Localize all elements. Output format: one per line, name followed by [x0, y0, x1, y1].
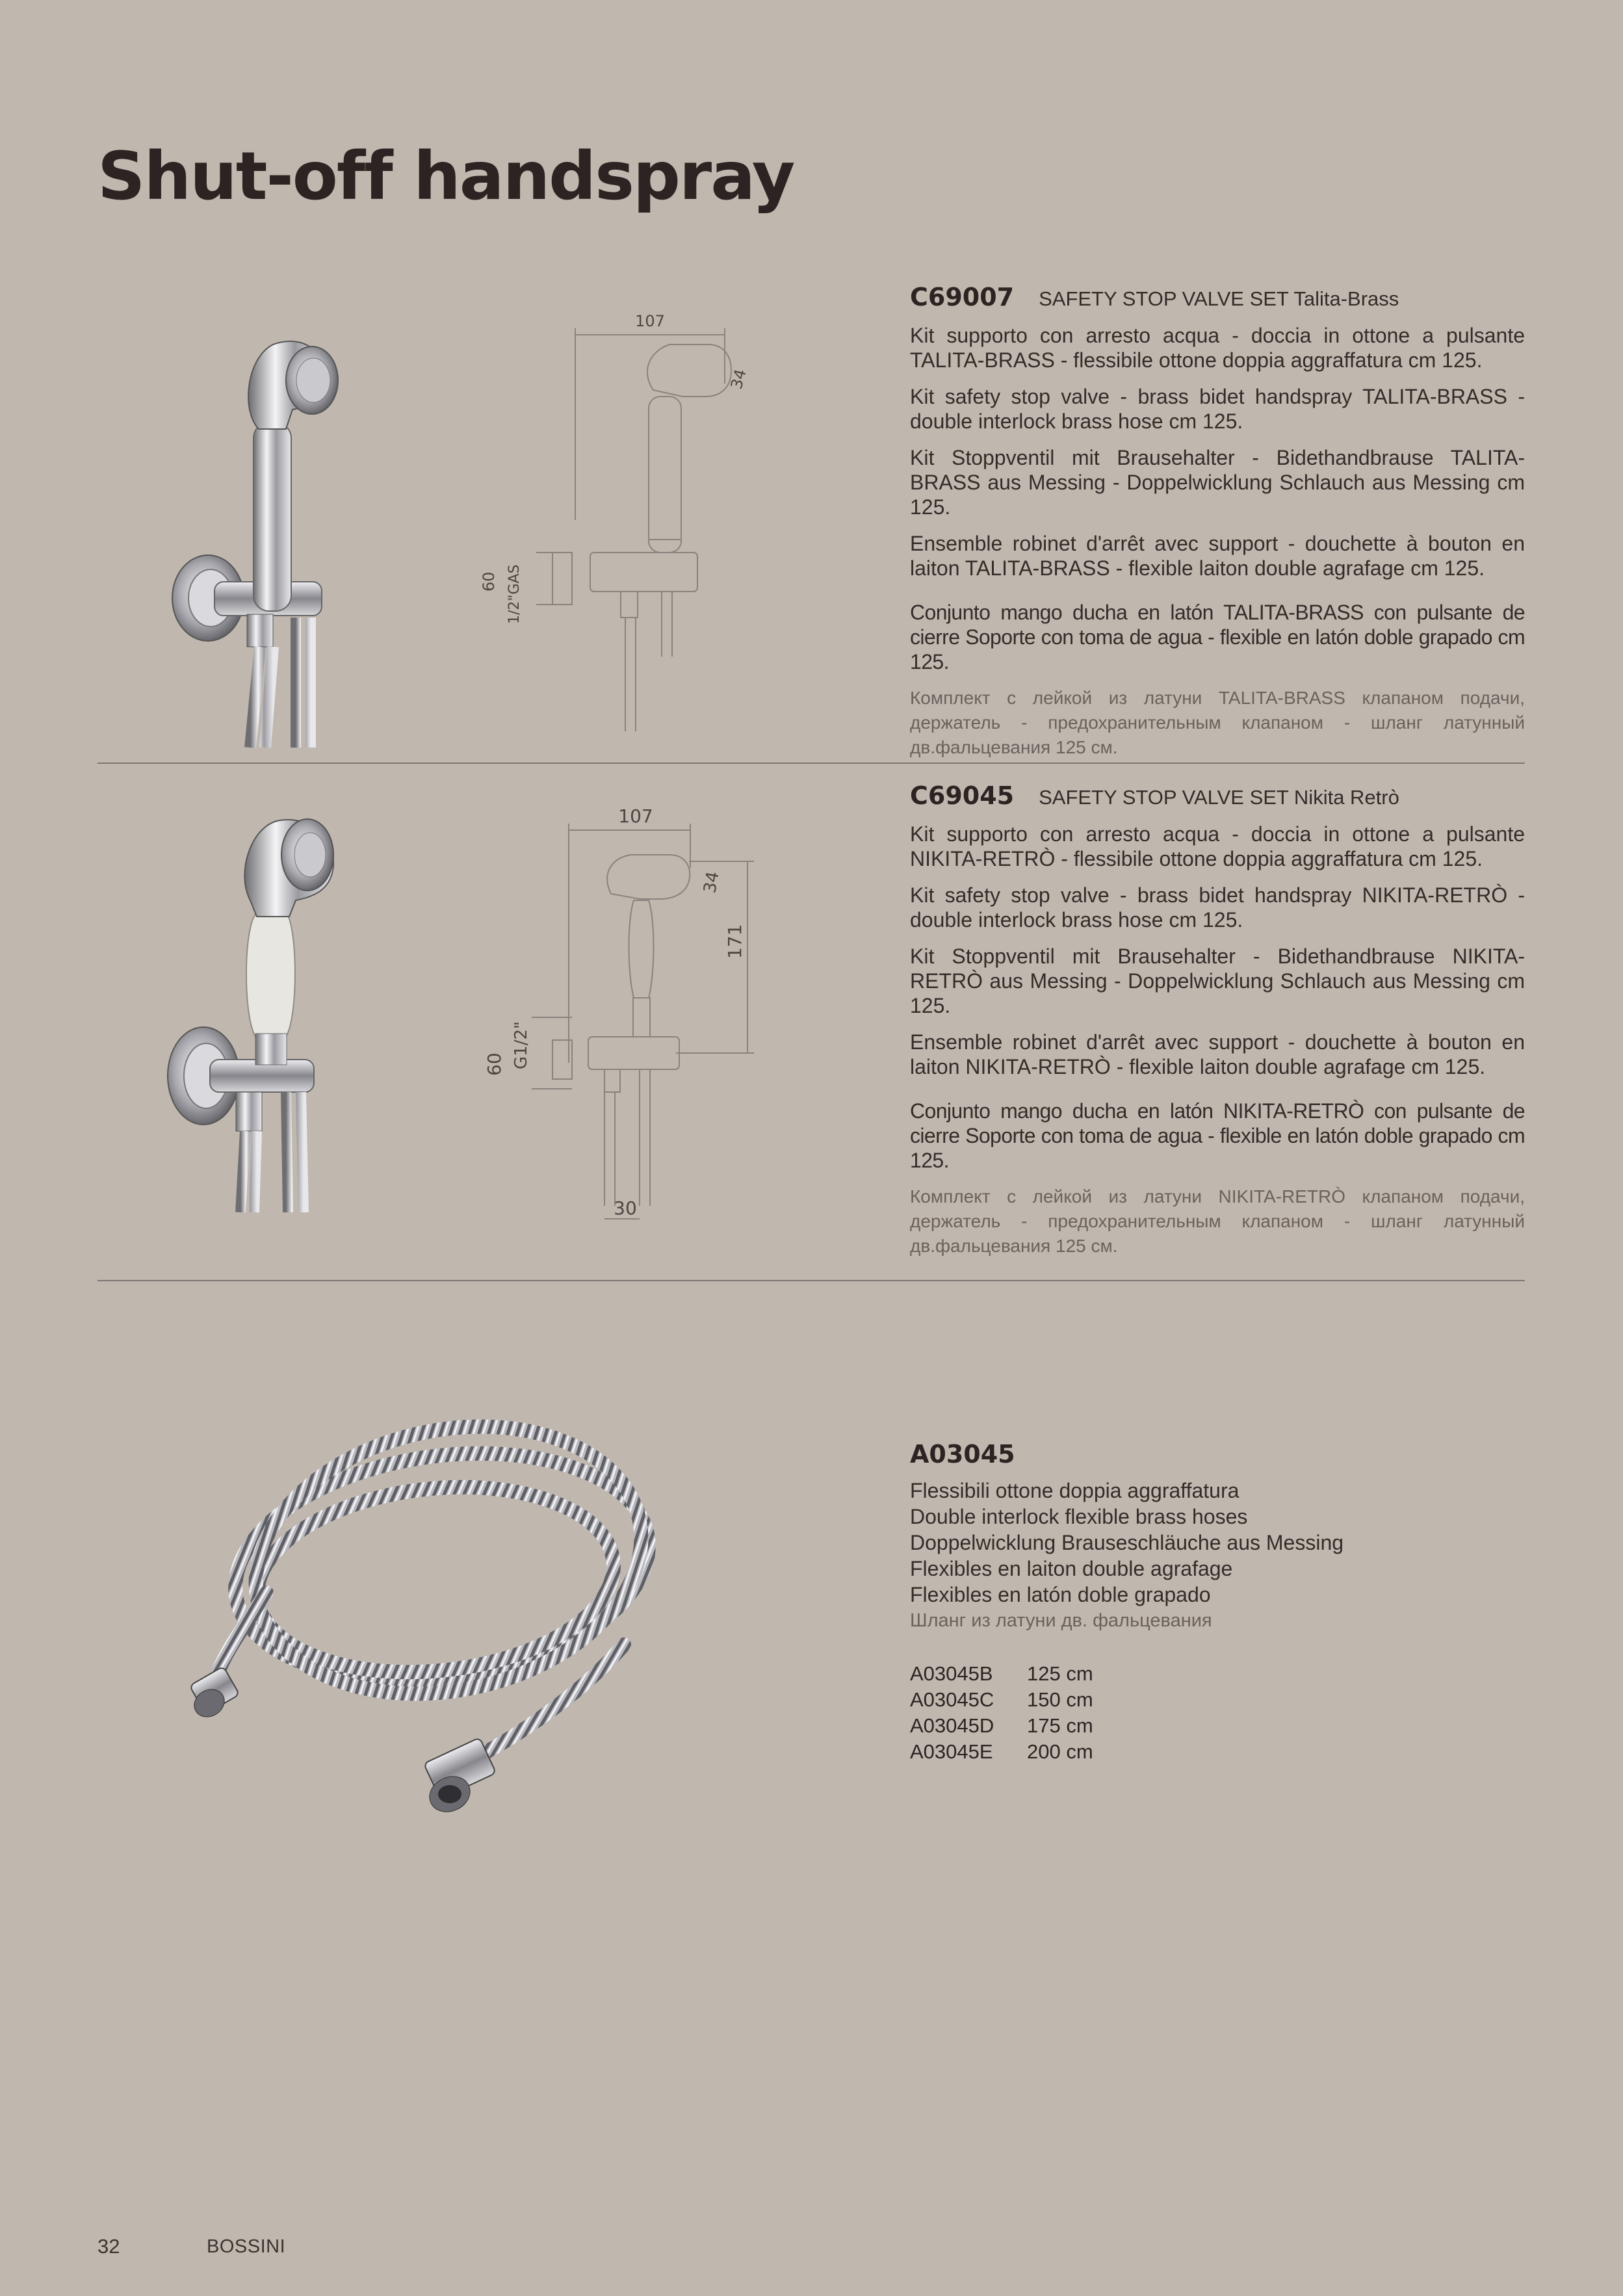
product-title: SAFETY STOP VALVE SET Talita-Brass — [1039, 287, 1399, 310]
variant-code: A03045C — [910, 1688, 994, 1711]
dim-diameter-label: 34 — [727, 367, 750, 391]
description-it: Kit supporto con arresto acqua - doccia in ottone a pulsante NIKITA-RETRÒ - flessibile ottone doppia aggraffatura cm 125. — [910, 822, 1525, 870]
variant-code: A03045D — [910, 1714, 994, 1737]
description-de: Kit Stoppventil mit Brausehalter - Bidethandbrause NIKITA-RETRÒ aus Messing - Doppelwicklung Schlauch aus Messing cm 125. — [910, 945, 1525, 1017]
dim-diameter-label: 34 — [700, 870, 723, 895]
product-code: C69045 — [910, 781, 1015, 810]
dim-thread-label: 1/2"GAS — [506, 564, 523, 624]
description-ru: Комплект с лейкой из латуни NIKITA-RETRÒ клапаном подачи, держатель - предохранительным клапаном - шланг латунный дв.фальцевания 125 см. — [910, 1186, 1525, 1256]
page-number: 32 — [97, 2235, 120, 2258]
section-divider — [97, 1280, 1525, 1281]
description-it: Kit supporto con arresto acqua - doccia in ottone a pulsante TALITA-BRASS - flessibile ottone doppia aggraffatura cm 125. — [910, 324, 1525, 372]
description-en: Kit safety stop valve - brass bidet handspray TALITA-BRASS - double interlock brass hose cm 125. — [910, 385, 1525, 433]
variant-row — [910, 1739, 1093, 1765]
technical-drawing-c69045 — [474, 803, 767, 1232]
brand-name: BOSSINI — [207, 2236, 286, 2257]
product-photo-a03045-hose — [182, 1398, 689, 1833]
section-divider — [97, 763, 1525, 764]
dim-thread-label: G1/2" — [512, 1021, 531, 1069]
variant-length: 175 cm — [1027, 1714, 1093, 1737]
product-title: SAFETY STOP VALVE SET Nikita Retrò — [1039, 786, 1399, 809]
hose-description-de: Doppelwicklung Brauseschläuche aus Messing — [910, 1531, 1344, 1554]
dim-height-label: 171 — [724, 924, 746, 959]
description-fr: Ensemble robinet d'arrêt avec support - douchette à bouton en laiton TALITA-BRASS - flexible laiton double agrafage cm 125. — [910, 532, 1525, 580]
product-info-c69007 — [910, 285, 1525, 772]
dim-flange-label: 60 — [484, 1052, 505, 1076]
description-es: Conjunto mango ducha en latón NIKITA-RETRÒ con pulsante de cierre Soporte con toma de agua - flexible en latón doble grapado cm 125. — [910, 1099, 1525, 1172]
dim-width-label: 107 — [635, 312, 665, 330]
product-info-c69045 — [910, 783, 1525, 1270]
variant-code: A03045E — [910, 1740, 993, 1763]
hose-description-it: Flessibili ottone doppia aggraffatura — [910, 1479, 1240, 1502]
description-de: Kit Stoppventil mit Brausehalter - Bidethandbrause TALITA-BRASS aus Messing - Doppelwicklung Schlauch aus Messing cm 125. — [910, 446, 1525, 519]
variant-row — [910, 1687, 1093, 1713]
variant-row — [910, 1661, 1093, 1687]
variant-length: 150 cm — [1027, 1688, 1093, 1711]
hose-info — [910, 1440, 1344, 1634]
hose-description-fr: Flexibles en laiton double agrafage — [910, 1557, 1233, 1580]
page-title: Shut-off handspray — [97, 138, 794, 215]
dim-width-label: 107 — [618, 805, 653, 827]
description-fr: Ensemble robinet d'arrêt avec support - douchette à bouton en laiton NIKITA-RETRÒ - flexible laiton double agrafage cm 125. — [910, 1030, 1525, 1078]
description-es: Conjunto mango ducha en latón TALITA-BRASS con pulsante de cierre Soporte con toma de agua - flexible en latón doble grapado cm 125. — [910, 601, 1525, 673]
hose-variant-list — [910, 1661, 1093, 1765]
variant-length: 125 cm — [1027, 1662, 1093, 1685]
description-en: Kit safety stop valve - brass bidet handspray NIKITA-RETRÒ - double interlock brass hose cm 125. — [910, 883, 1525, 932]
technical-drawing-c69007 — [474, 306, 786, 741]
description-ru: Комплект с лейкой из латуни TALITA-BRASS клапаном подачи, держатель - предохранительным клапаном - шланг латунный дв.фальцевания 125 см. — [910, 688, 1525, 757]
product-photo-c69045 — [159, 813, 367, 1222]
dim-flange-label: 60 — [480, 571, 498, 592]
variant-row — [910, 1713, 1093, 1739]
product-code: C69007 — [910, 283, 1015, 311]
product-photo-c69007 — [162, 332, 377, 754]
variant-length: 200 cm — [1027, 1740, 1093, 1763]
variant-code: A03045B — [910, 1662, 993, 1685]
hose-description-en: Double interlock flexible brass hoses — [910, 1505, 1248, 1528]
hose-description-ru: Шланг из латуни дв. фальцевания — [910, 1610, 1212, 1631]
hose-description-es: Flexibles en latón doble grapado — [910, 1583, 1211, 1606]
dim-bottom-label: 30 — [614, 1197, 637, 1219]
product-code: A03045 — [910, 1440, 1015, 1468]
